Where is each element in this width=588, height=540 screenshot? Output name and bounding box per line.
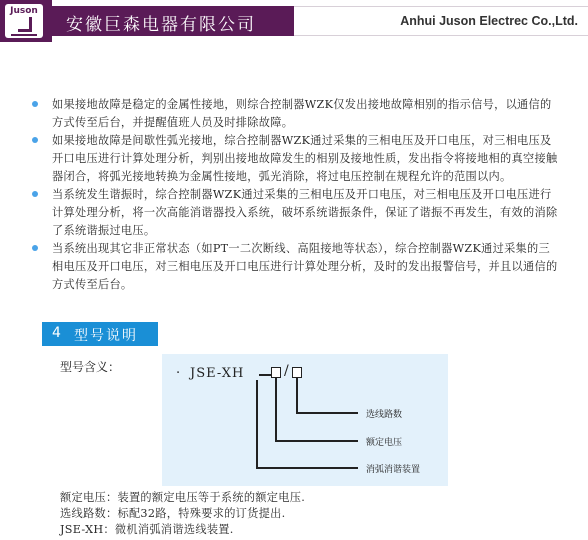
logo-text: Juson xyxy=(10,6,38,16)
definition-term: 选线路数： xyxy=(60,507,118,520)
definition-term: 额定电压： xyxy=(60,491,118,504)
code-dash xyxy=(259,374,271,376)
definition-row xyxy=(60,490,560,506)
company-name-en: Anhui Juson Electrec Co.,Ltd. xyxy=(400,14,578,28)
definition-text: 标配32路，特殊要求的订货提出. xyxy=(117,507,286,520)
definition-text: 装置的额定电压等于系统的额定电压. xyxy=(117,491,306,504)
device-label: 消弧消谐装置 xyxy=(366,465,421,475)
logo-underline xyxy=(11,34,37,36)
company-en-band xyxy=(294,6,588,36)
logo xyxy=(0,0,52,42)
logo-badge xyxy=(5,4,43,38)
leader-device-h xyxy=(256,467,358,469)
list-item xyxy=(38,240,558,294)
section-number: 4 xyxy=(52,325,61,341)
model-meaning-label: 型号含义： xyxy=(60,360,121,374)
definition-row xyxy=(60,522,560,538)
model-code-text: JSE-XH xyxy=(190,366,245,381)
line-count-label: 选线路数 xyxy=(366,410,403,420)
line-count-box xyxy=(292,367,302,378)
code-slash: / xyxy=(284,363,289,379)
rated-voltage-box xyxy=(271,367,281,378)
definition-term: JSE-XH： xyxy=(60,523,115,536)
bullet-icon xyxy=(32,191,38,197)
list-item-text: 如果接地故障是间歇性弧光接地，综合控制器WZK通过采集的三相电压及开口电压，对三相电压及开口电压进行计算处理分析，判别出接地故障发生的相别及接地性质，发出指令将接地相的真空接触器闭合，将弧光接地转换为金属性接地，弧光消除，将过电压控制在规程允许的范围以内。 xyxy=(52,134,558,183)
list-item xyxy=(38,132,558,186)
bullet-icon xyxy=(32,245,38,251)
list-item-text: 如果接地故障是稳定的金属性接地，则综合控制器WZK仅发出接地故障相别的指示信号，以通信的方式传至后台，并提醒值班人员及时排除故障。 xyxy=(52,98,552,129)
section-title: 型号说明 xyxy=(74,328,138,344)
bullet-icon xyxy=(32,101,38,107)
definition-text: 微机消弧消谐选线装置. xyxy=(114,523,234,536)
leader-line-count-v xyxy=(296,378,298,413)
section-heading xyxy=(42,322,158,346)
bullet-icon xyxy=(32,137,38,143)
page-header xyxy=(0,0,588,42)
list-item-text: 当系统出现其它非正常状态（如PT一二次断线、高阻接地等状态），综合控制器WZK通过采集的三相电压及开口电压，对三相电压及开口电压进行计算处理分析，及时的发出报警信号，并且以通信的方式传至后台。 xyxy=(52,242,558,291)
model-code-diagram xyxy=(162,354,448,486)
list-item xyxy=(38,186,558,240)
rated-voltage-label: 额定电压 xyxy=(366,438,403,448)
definition-row xyxy=(60,506,560,522)
list-item xyxy=(38,96,558,132)
company-name-cn: 安徽巨森电器有限公司 xyxy=(66,15,256,35)
list-item-text: 当系统发生谐振时，综合控制器WZK通过采集的三相电压及开口电压，对三相电压及开口电压进行计算处理分析，将一次高能消谐器投入系统，破坏系统谐振条件，保证了谐振不再发生，有效的消除了系统谐振过电压。 xyxy=(52,188,558,237)
leader-line-count-h xyxy=(296,412,358,414)
logo-mark-icon xyxy=(18,17,32,32)
definitions xyxy=(60,490,560,538)
leader-rated-voltage-h xyxy=(275,440,358,442)
leader-rated-voltage-v xyxy=(275,378,277,441)
leader-device-v xyxy=(256,380,258,468)
feature-list xyxy=(38,96,558,294)
company-cn-band xyxy=(52,6,294,36)
code-bullet: · xyxy=(176,366,181,381)
